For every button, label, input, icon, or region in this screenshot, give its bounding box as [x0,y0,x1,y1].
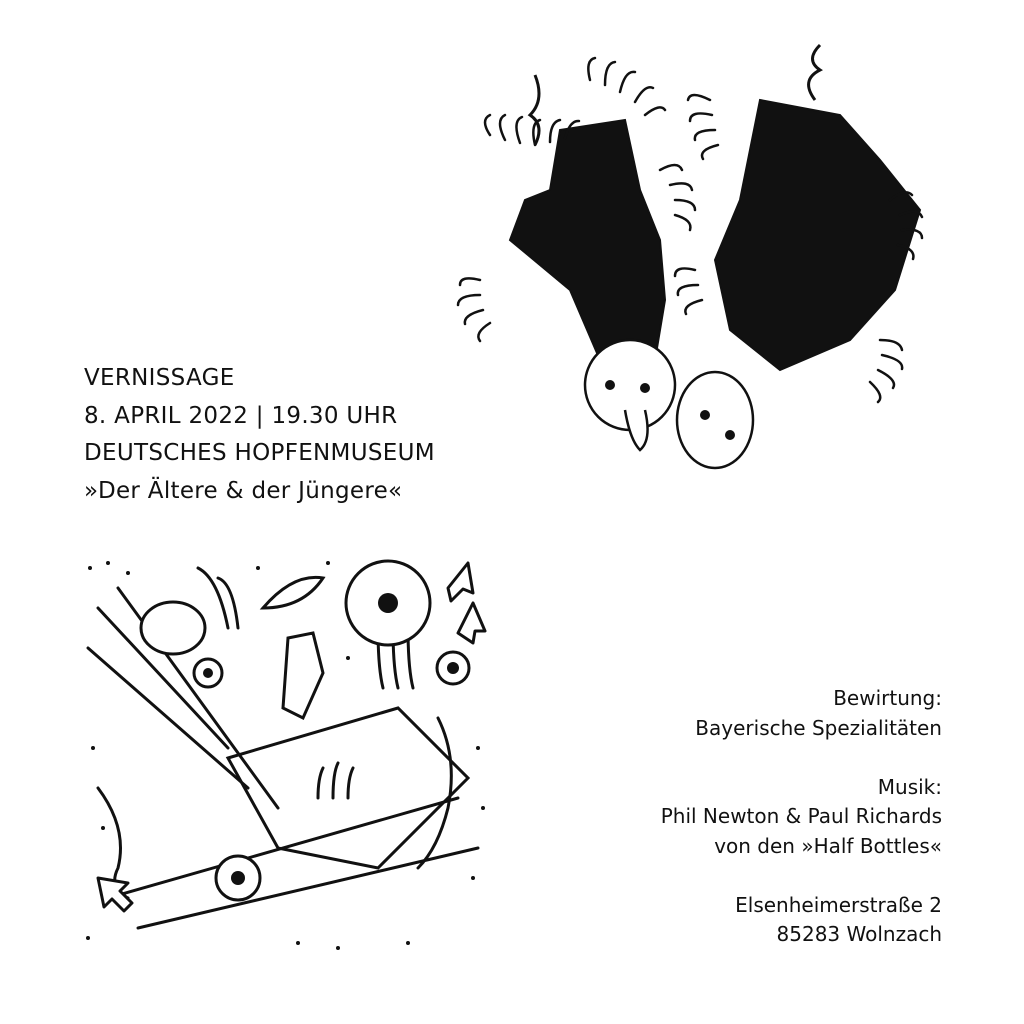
spacer [522,743,942,773]
artwork-two-figures [450,40,970,490]
event-details [522,684,942,950]
spacer [522,861,942,891]
exhibition-title: »Der Ältere & der Jüngere« [84,477,403,504]
event-info [84,360,435,510]
event-venue: DEUTSCHES HOPFENMUSEUM [84,440,435,466]
event-date-time: 8. APRIL 2022 | 19.30 UHR [84,402,398,429]
catering-value: Bayerische Spezialitäten [695,715,942,740]
catering-label: Bewirtung: [833,686,942,710]
artwork-abstract-composition [78,548,492,960]
event-title: VERNISSAGE [84,365,235,391]
address-line2: 85283 Wolnzach [776,922,942,946]
music-value-line1: Phil Newton & Paul Richards [660,804,942,828]
music-value-line2: von den »Half Bottles« [714,833,942,858]
address-line1: Elsenheimerstraße 2 [735,892,942,917]
music-label: Musik: [877,774,942,799]
